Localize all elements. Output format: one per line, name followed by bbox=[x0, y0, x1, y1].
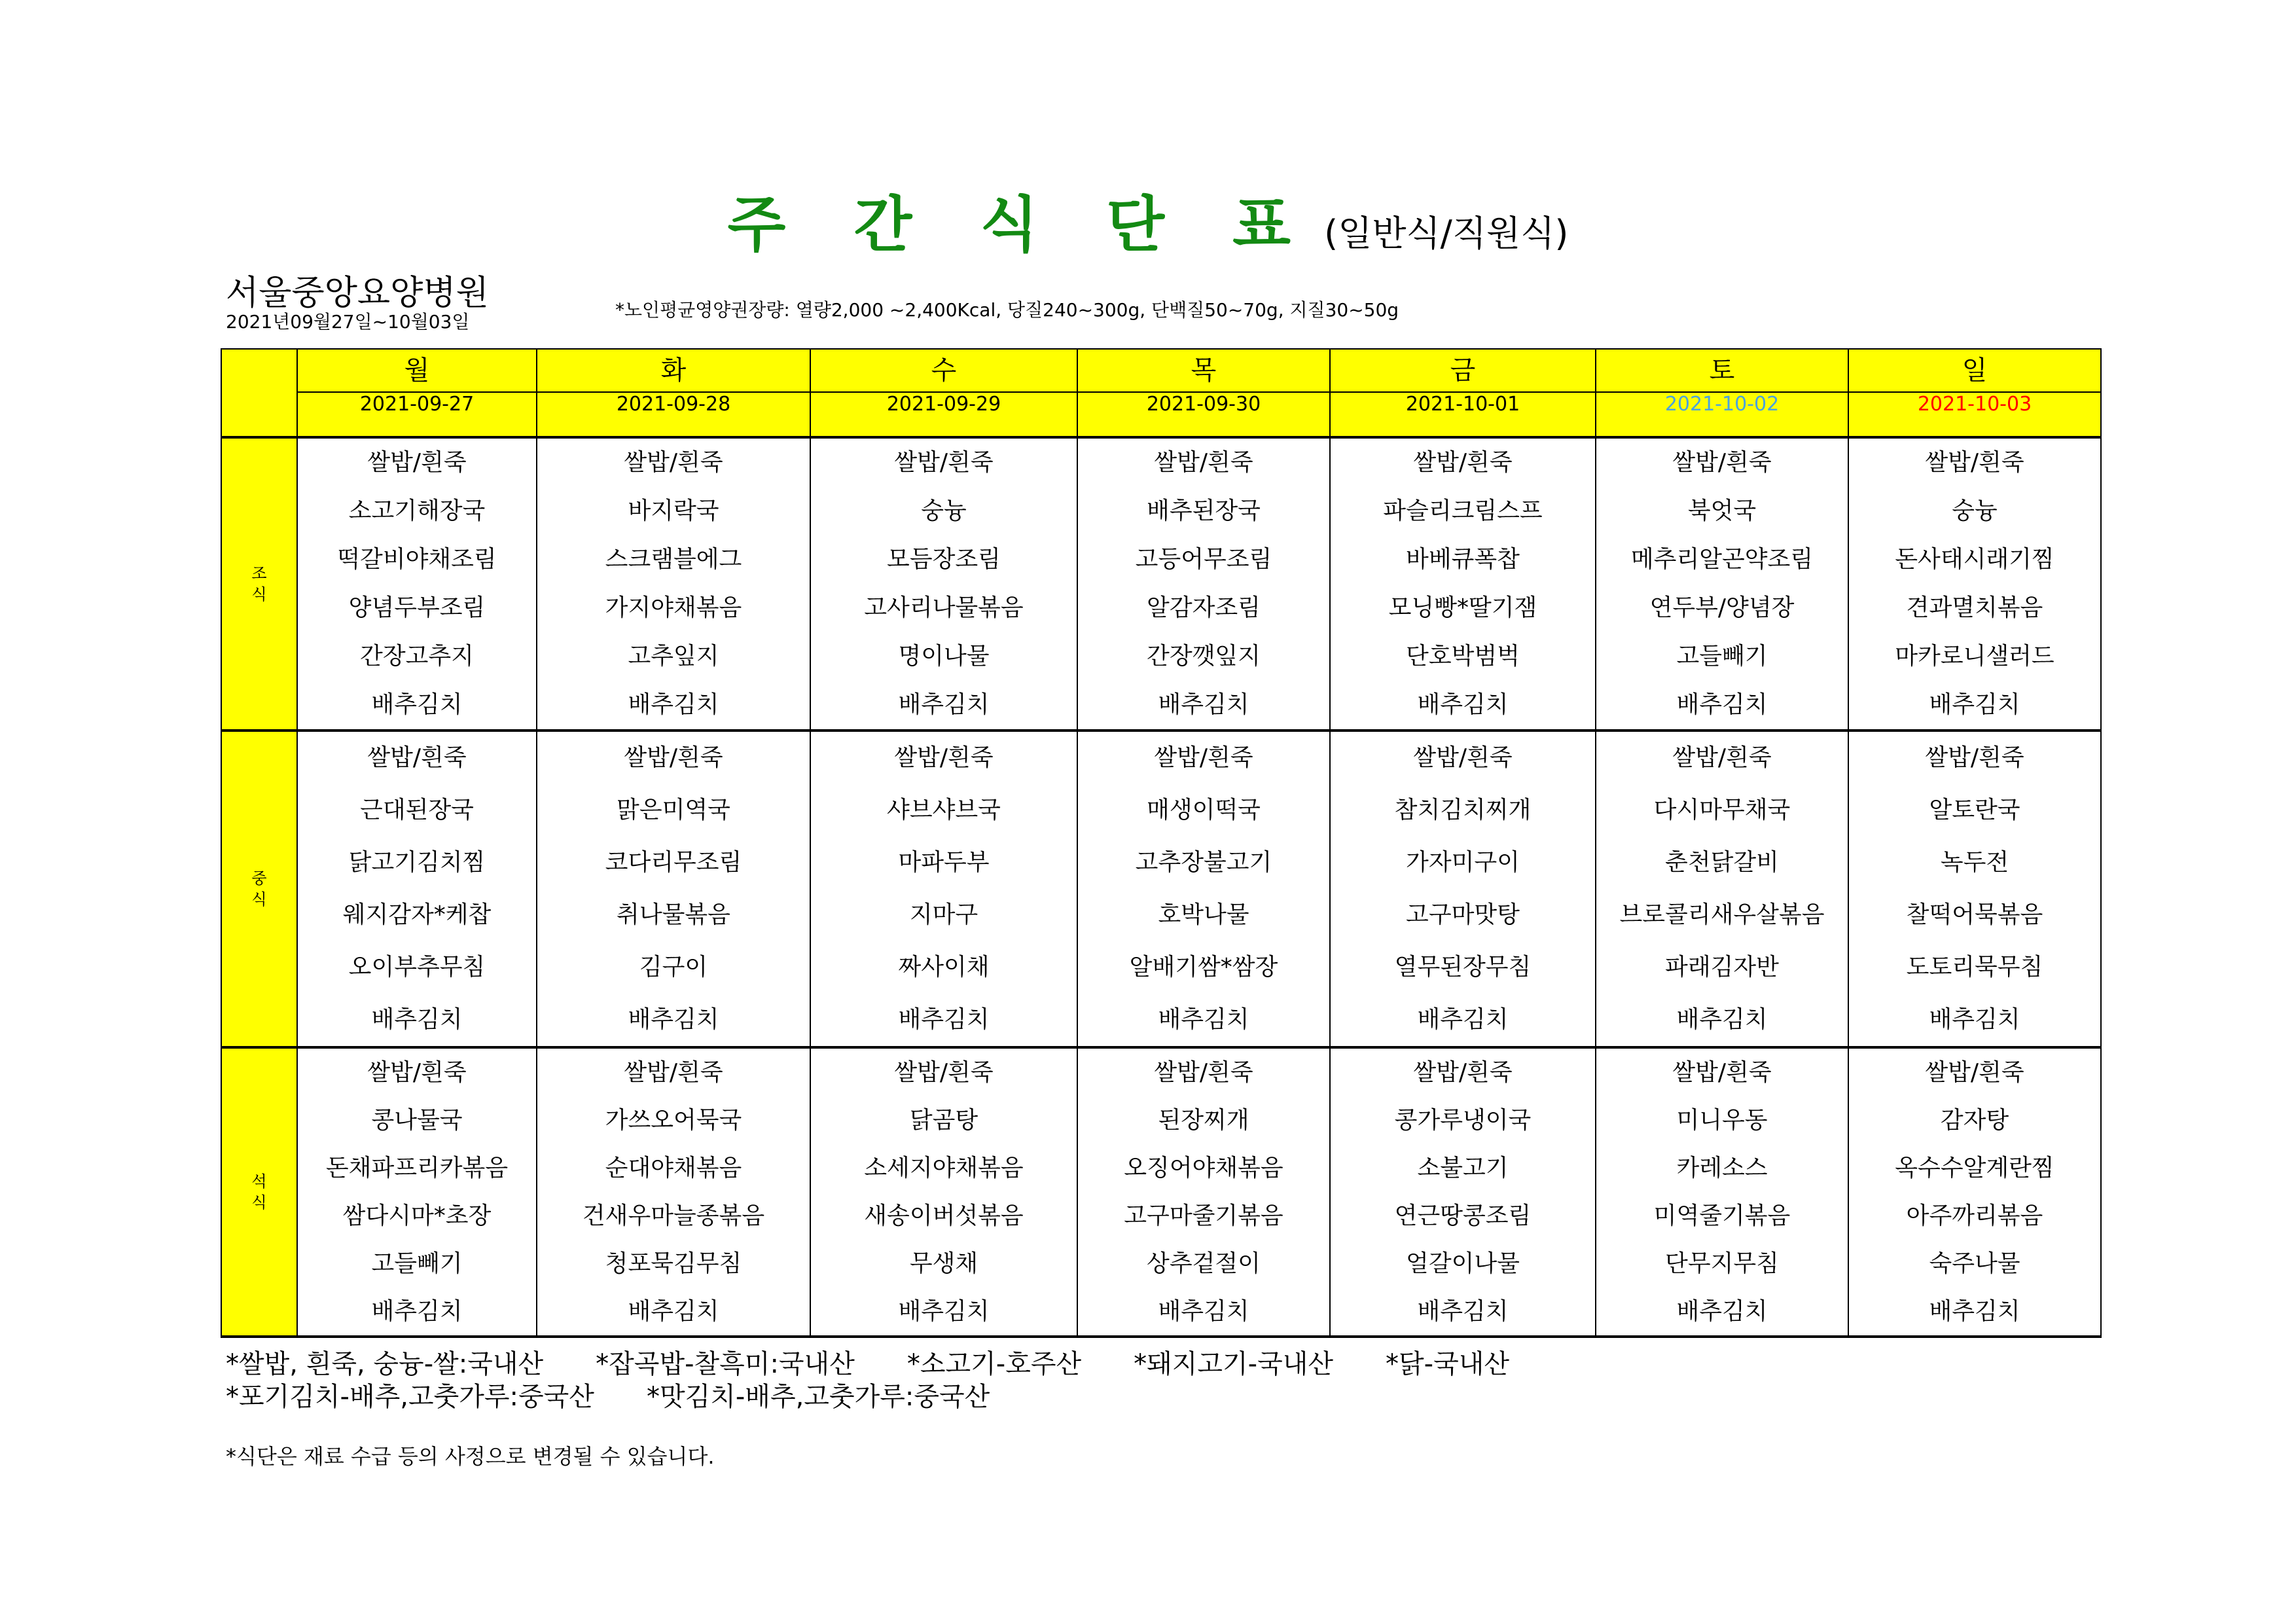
menu-item: 감자탕 bbox=[1940, 1107, 2009, 1134]
menu-item: 북엇국 bbox=[1687, 497, 1757, 524]
menu-item: 고들빼기 bbox=[371, 1250, 463, 1277]
menu-item: 배추김치 bbox=[1158, 1006, 1249, 1033]
day-name-5: 토 bbox=[1596, 349, 1848, 392]
menu-item: 소세지야채볶음 bbox=[864, 1155, 1024, 1182]
menu-cell bbox=[810, 1047, 1077, 1337]
meal-label-char: 식 bbox=[251, 585, 267, 604]
change-notice: *식단은 재료 수급 등의 사정으로 변경될 수 있습니다. bbox=[226, 1444, 715, 1469]
menu-item: 쌀밥/흰죽 bbox=[624, 744, 723, 771]
menu-item: 쌈다시마*초장 bbox=[342, 1202, 492, 1229]
menu-item: 코다리무조림 bbox=[605, 849, 742, 876]
meal-label-char: 조 bbox=[251, 564, 267, 583]
menu-item: 파래김자반 bbox=[1665, 954, 1779, 981]
menu-item: 가지야채볶음 bbox=[605, 594, 742, 621]
menu-item: 배추김치 bbox=[1929, 691, 2020, 718]
menu-item: 배추김치 bbox=[1417, 1298, 1509, 1325]
menu-item: 브로콜리새우살볶음 bbox=[1619, 901, 1825, 928]
origin-chicken: *닭-국내산 bbox=[1386, 1349, 1510, 1379]
day-name-1: 화 bbox=[537, 349, 810, 392]
menu-item: 소고기해장국 bbox=[348, 497, 486, 524]
menu-item: 쌀밥/흰죽 bbox=[1672, 744, 1772, 771]
menu-item: 마파두부 bbox=[898, 849, 990, 876]
origin-mat-kimchi: *맛김치-배추,고춧가루:중국산 bbox=[646, 1382, 990, 1412]
title-main: 주 간 식 단 표 bbox=[727, 190, 1315, 260]
menu-item: 다시마무채국 bbox=[1653, 797, 1791, 823]
menu-item: 순대야채볶음 bbox=[605, 1155, 742, 1182]
menu-item: 쌀밥/흰죽 bbox=[1925, 744, 2024, 771]
menu-item: 배추김치 bbox=[1158, 1298, 1249, 1325]
origin-rice: *쌀밥, 흰죽, 숭늉-쌀:국내산 bbox=[226, 1349, 544, 1379]
day-date-2: 2021-09-29 bbox=[810, 392, 1077, 437]
menu-item: 고추장불고기 bbox=[1135, 849, 1272, 876]
nutrition-note: *노인평균영양권장량: 열량2,000 ~2,400Kcal, 당질240~300g, 단백질50~70g, 지질30~50g bbox=[615, 299, 1399, 321]
menu-item: 취나물볶음 bbox=[617, 901, 730, 928]
origin-note-2 bbox=[226, 1376, 1042, 1413]
menu-item: 춘천닭갈비 bbox=[1665, 849, 1779, 876]
menu-item: 배추김치 bbox=[1417, 1006, 1509, 1033]
menu-item: 간장고추지 bbox=[360, 643, 474, 670]
menu-item: 쌀밥/흰죽 bbox=[1672, 449, 1772, 476]
menu-item: 쌀밥/흰죽 bbox=[1925, 1059, 2024, 1086]
menu-cell bbox=[1330, 1047, 1596, 1337]
menu-item: 건새우마늘종볶음 bbox=[582, 1202, 765, 1229]
page-title bbox=[0, 177, 2296, 263]
menu-item: 쌀밥/흰죽 bbox=[1925, 449, 2024, 476]
menu-item: 배추김치 bbox=[371, 1006, 463, 1033]
menu-item: 배추김치 bbox=[1676, 1006, 1768, 1033]
origin-grain: *잡곡밥-찰흑미:국내산 bbox=[596, 1349, 855, 1379]
menu-cell bbox=[1330, 731, 1596, 1047]
menu-item: 미역줄기볶음 bbox=[1653, 1202, 1791, 1229]
menu-item: 쌀밥/흰죽 bbox=[1413, 449, 1513, 476]
date-header-row bbox=[221, 392, 2101, 437]
meal-label-dinner bbox=[221, 1047, 297, 1337]
menu-item: 닭곰탕 bbox=[909, 1107, 978, 1134]
day-name-2: 수 bbox=[810, 349, 1077, 392]
menu-cell bbox=[810, 731, 1077, 1047]
menu-item: 상추겉절이 bbox=[1147, 1250, 1261, 1277]
menu-item: 배추김치 bbox=[628, 1298, 719, 1325]
menu-item: 연근땅콩조림 bbox=[1394, 1202, 1532, 1229]
menu-item: 알감자조림 bbox=[1147, 594, 1261, 621]
menu-item: 돈사태시래기찜 bbox=[1895, 546, 2054, 573]
menu-item: 파슬리크림스프 bbox=[1383, 497, 1543, 524]
meal-label-char: 중 bbox=[251, 869, 267, 888]
menu-item: 된장찌개 bbox=[1158, 1107, 1249, 1134]
menu-item: 바베큐폭찹 bbox=[1406, 546, 1520, 573]
menu-item: 쌀밥/흰죽 bbox=[894, 449, 994, 476]
menu-cell bbox=[1077, 1047, 1330, 1337]
origin-kimchi: *포기김치-배추,고춧가루:중국산 bbox=[226, 1382, 594, 1412]
menu-item: 배추김치 bbox=[1158, 691, 1249, 718]
menu-item: 고등어무조림 bbox=[1135, 546, 1272, 573]
menu-item: 쌀밥/흰죽 bbox=[624, 449, 723, 476]
menu-item: 호박나물 bbox=[1158, 901, 1249, 928]
day-date-0: 2021-09-27 bbox=[297, 392, 537, 437]
menu-item: 배추김치 bbox=[898, 691, 990, 718]
menu-cell bbox=[297, 1047, 537, 1337]
menu-item: 오이부추무침 bbox=[348, 954, 486, 981]
origin-note-1 bbox=[226, 1343, 1562, 1380]
menu-item: 고구마줄기볶음 bbox=[1124, 1202, 1283, 1229]
menu-item: 가자미구이 bbox=[1406, 849, 1520, 876]
menu-item: 가쓰오어묵국 bbox=[605, 1107, 742, 1134]
menu-item: 메추리알곤약조림 bbox=[1630, 546, 1814, 573]
menu-item: 찰떡어묵볶음 bbox=[1906, 901, 2043, 928]
menu-item: 미니우동 bbox=[1676, 1107, 1768, 1134]
menu-cell bbox=[297, 731, 537, 1047]
menu-item: 열무된장무침 bbox=[1394, 954, 1532, 981]
menu-item: 소불고기 bbox=[1417, 1155, 1509, 1182]
menu-item: 견과멸치볶음 bbox=[1906, 594, 2043, 621]
meal-row-lunch bbox=[221, 731, 2101, 1047]
menu-item: 배추김치 bbox=[1417, 691, 1509, 718]
menu-item: 단호박범벅 bbox=[1406, 643, 1520, 670]
menu-item: 쌀밥/흰죽 bbox=[1154, 449, 1253, 476]
menu-item: 카레소스 bbox=[1676, 1155, 1768, 1182]
menu-item: 도토리묵무침 bbox=[1906, 954, 2043, 981]
menu-item: 배추된장국 bbox=[1147, 497, 1261, 524]
menu-item: 쌀밥/흰죽 bbox=[894, 744, 994, 771]
menu-item: 알토란국 bbox=[1929, 797, 2020, 823]
menu-item: 닭고기김치찜 bbox=[348, 849, 486, 876]
menu-item: 샤브샤브국 bbox=[887, 797, 1001, 823]
menu-item: 김구이 bbox=[639, 954, 708, 981]
day-date-3: 2021-09-30 bbox=[1077, 392, 1330, 437]
menu-item: 숭늉 bbox=[921, 497, 967, 524]
menu-item: 고추잎지 bbox=[628, 643, 719, 670]
menu-item: 배추김치 bbox=[898, 1006, 990, 1033]
day-header-row bbox=[221, 349, 2101, 392]
menu-item: 콩가루냉이국 bbox=[1394, 1107, 1532, 1134]
menu-item: 쌀밥/흰죽 bbox=[1672, 1059, 1772, 1086]
menu-item: 쌀밥/흰죽 bbox=[1154, 744, 1253, 771]
menu-item: 숙주나물 bbox=[1929, 1250, 2020, 1277]
menu-item: 참치김치찌개 bbox=[1394, 797, 1532, 823]
menu-item: 청포묵김무침 bbox=[605, 1250, 742, 1277]
menu-item: 콩나물국 bbox=[371, 1107, 463, 1134]
menu-item: 스크램블에그 bbox=[605, 546, 742, 573]
menu-item: 지마구 bbox=[909, 901, 978, 928]
menu-item: 모듬장조림 bbox=[887, 546, 1001, 573]
meal-label-char: 석 bbox=[251, 1172, 267, 1191]
day-date-4: 2021-10-01 bbox=[1330, 392, 1596, 437]
menu-item: 고사리나물볶음 bbox=[864, 594, 1024, 621]
menu-item: 매생이떡국 bbox=[1147, 797, 1261, 823]
menu-item: 쌀밥/흰죽 bbox=[1154, 1059, 1253, 1086]
menu-item: 짜사이채 bbox=[898, 954, 990, 981]
menu-item: 연두부/양념장 bbox=[1649, 594, 1795, 621]
menu-item: 얼갈이나물 bbox=[1406, 1250, 1520, 1277]
menu-item: 떡갈비야채조림 bbox=[337, 546, 497, 573]
day-name-3: 목 bbox=[1077, 349, 1330, 392]
menu-cell bbox=[1596, 731, 1848, 1047]
menu-item: 맑은미역국 bbox=[617, 797, 730, 823]
meal-row-dinner bbox=[221, 1047, 2101, 1337]
menu-cell bbox=[1848, 1047, 2101, 1337]
menu-item: 오징어야채볶음 bbox=[1124, 1155, 1283, 1182]
menu-cell bbox=[537, 1047, 810, 1337]
menu-cell bbox=[1596, 1047, 1848, 1337]
title-sub: (일반식/직원식) bbox=[1324, 213, 1569, 254]
menu-item: 쌀밥/흰죽 bbox=[1413, 1059, 1513, 1086]
menu-item: 배추김치 bbox=[628, 1006, 719, 1033]
menu-period: 2021년09월27일~10월03일 bbox=[226, 311, 470, 333]
day-name-4: 금 bbox=[1330, 349, 1596, 392]
day-name-0: 월 bbox=[297, 349, 537, 392]
menu-item: 고들빼기 bbox=[1676, 643, 1768, 670]
meal-label-char: 식 bbox=[251, 1193, 267, 1212]
menu-item: 배추김치 bbox=[1676, 691, 1768, 718]
menu-item: 쌀밥/흰죽 bbox=[894, 1059, 994, 1086]
origin-beef: *소고기-호주산 bbox=[906, 1349, 1082, 1379]
menu-item: 배추김치 bbox=[1929, 1006, 2020, 1033]
menu-item: 옥수수알계란찜 bbox=[1895, 1155, 2054, 1182]
menu-cell bbox=[1848, 437, 2101, 731]
day-date-6: 2021-10-03 bbox=[1848, 392, 2101, 437]
meal-label-breakfast bbox=[221, 437, 297, 731]
meal-label-char: 식 bbox=[251, 890, 267, 909]
menu-cell bbox=[1330, 437, 1596, 731]
menu-item: 배추김치 bbox=[371, 1298, 463, 1325]
menu-item: 녹두전 bbox=[1940, 849, 2009, 876]
menu-item: 쌀밥/흰죽 bbox=[367, 1059, 467, 1086]
menu-item: 돈채파프리카볶음 bbox=[325, 1155, 509, 1182]
day-date-1: 2021-09-28 bbox=[537, 392, 810, 437]
menu-item: 배추김치 bbox=[898, 1298, 990, 1325]
menu-item: 마카로니샐러드 bbox=[1895, 643, 2054, 670]
weekly-menu-table bbox=[221, 348, 2102, 1338]
menu-item: 웨지감자*케찹 bbox=[342, 901, 492, 928]
menu-item: 숭늉 bbox=[1952, 497, 1998, 524]
meal-row-breakfast bbox=[221, 437, 2101, 731]
menu-item: 양념두부조림 bbox=[348, 594, 486, 621]
menu-item: 모닝빵*딸기잼 bbox=[1388, 594, 1537, 621]
menu-item: 쌀밥/흰죽 bbox=[367, 744, 467, 771]
menu-item: 알배기쌈*쌈장 bbox=[1129, 954, 1278, 981]
menu-cell bbox=[537, 731, 810, 1047]
menu-cell bbox=[537, 437, 810, 731]
menu-cell bbox=[297, 437, 537, 731]
menu-item: 쌀밥/흰죽 bbox=[1413, 744, 1513, 771]
hospital-name: 서울중앙요양병원 bbox=[226, 274, 489, 313]
day-date-5: 2021-10-02 bbox=[1596, 392, 1848, 437]
menu-item: 무생채 bbox=[909, 1250, 978, 1277]
menu-item: 배추김치 bbox=[371, 691, 463, 718]
menu-item: 배추김치 bbox=[628, 691, 719, 718]
menu-cell bbox=[1848, 731, 2101, 1047]
menu-item: 배추김치 bbox=[1676, 1298, 1768, 1325]
menu-cell bbox=[1077, 437, 1330, 731]
origin-pork: *돼지고기-국내산 bbox=[1134, 1349, 1334, 1379]
menu-item: 아주까리볶음 bbox=[1906, 1202, 2043, 1229]
menu-item: 단무지무침 bbox=[1665, 1250, 1779, 1277]
menu-item: 근대된장국 bbox=[360, 797, 474, 823]
menu-item: 쌀밥/흰죽 bbox=[624, 1059, 723, 1086]
menu-item: 명이나물 bbox=[898, 643, 990, 670]
meal-label-lunch bbox=[221, 731, 297, 1047]
menu-cell bbox=[1596, 437, 1848, 731]
menu-item: 고구마맛탕 bbox=[1406, 901, 1520, 928]
menu-item: 배추김치 bbox=[1929, 1298, 2020, 1325]
menu-item: 간장깻잎지 bbox=[1147, 643, 1261, 670]
menu-item: 새송이버섯볶음 bbox=[864, 1202, 1024, 1229]
menu-cell bbox=[1077, 731, 1330, 1047]
menu-item: 바지락국 bbox=[628, 497, 719, 524]
menu-item: 쌀밥/흰죽 bbox=[367, 449, 467, 476]
menu-cell bbox=[810, 437, 1077, 731]
corner-cell bbox=[221, 349, 297, 437]
day-name-6: 일 bbox=[1848, 349, 2101, 392]
